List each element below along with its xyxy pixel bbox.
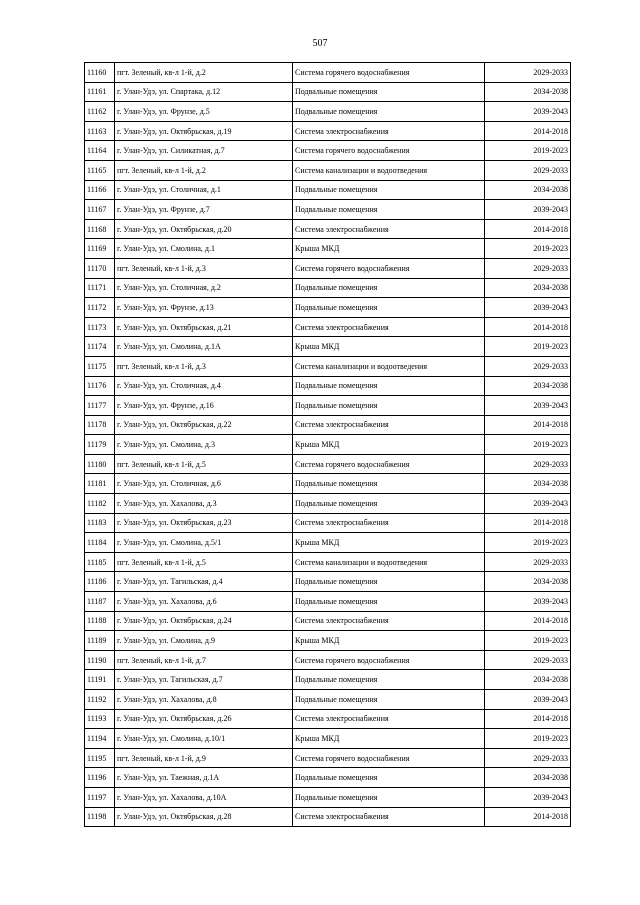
period-cell: 2014-2018 (485, 709, 571, 729)
row-number-cell: 11194 (85, 729, 115, 749)
period-cell: 2034-2038 (485, 82, 571, 102)
address-cell: пгт. Зеленый, кв-л 1-й, д.3 (115, 356, 293, 376)
system-cell: Подвальные помещения (293, 787, 485, 807)
row-number-cell: 11171 (85, 278, 115, 298)
address-cell: пгт. Зеленый, кв-л 1-й, д.3 (115, 258, 293, 278)
table-row (85, 141, 571, 161)
period-cell: 2039-2043 (485, 298, 571, 318)
system-cell: Система горячего водоснабжения (293, 748, 485, 768)
address-cell: пгт. Зеленый, кв-л 1-й, д.9 (115, 748, 293, 768)
period-cell: 2034-2038 (485, 572, 571, 592)
period-cell: 2019-2023 (485, 337, 571, 357)
system-cell: Система электроснабжения (293, 513, 485, 533)
row-number-cell: 11181 (85, 474, 115, 494)
address-cell: г. Улан-Удэ, ул. Октябрьская, д.20 (115, 219, 293, 239)
table-row (85, 396, 571, 416)
table-row (85, 337, 571, 357)
system-cell: Подвальные помещения (293, 572, 485, 592)
address-cell: г. Улан-Удэ, ул. Таежная, д.1А (115, 768, 293, 788)
row-number-cell: 11186 (85, 572, 115, 592)
address-cell: пгт. Зеленый, кв-л 1-й, д.5 (115, 552, 293, 572)
period-cell: 2019-2023 (485, 631, 571, 651)
table-row (85, 82, 571, 102)
period-cell: 2014-2018 (485, 611, 571, 631)
row-number-cell: 11174 (85, 337, 115, 357)
period-cell: 2029-2033 (485, 160, 571, 180)
address-cell: г. Улан-Удэ, ул. Смолина, д.3 (115, 435, 293, 455)
system-cell: Подвальные помещения (293, 690, 485, 710)
row-number-cell: 11196 (85, 768, 115, 788)
system-cell: Система горячего водоснабжения (293, 454, 485, 474)
period-cell: 2019-2023 (485, 729, 571, 749)
system-cell: Подвальные помещения (293, 376, 485, 396)
address-cell: г. Улан-Удэ, ул. Смолина, д.10/1 (115, 729, 293, 749)
system-cell: Подвальные помещения (293, 180, 485, 200)
row-number-cell: 11163 (85, 121, 115, 141)
period-cell: 2019-2023 (485, 533, 571, 553)
system-cell: Система электроснабжения (293, 317, 485, 337)
table-row (85, 239, 571, 259)
row-number-cell: 11191 (85, 670, 115, 690)
table-row (85, 160, 571, 180)
table-row (85, 356, 571, 376)
table-row (85, 611, 571, 631)
system-cell: Система электроснабжения (293, 807, 485, 827)
table-row (85, 102, 571, 122)
address-cell: г. Улан-Удэ, ул. Октябрьская, д.19 (115, 121, 293, 141)
period-cell: 2034-2038 (485, 474, 571, 494)
address-cell: г. Улан-Удэ, ул. Хахалова, д.8 (115, 690, 293, 710)
period-cell: 2034-2038 (485, 768, 571, 788)
system-cell: Подвальные помещения (293, 670, 485, 690)
table-row (85, 787, 571, 807)
period-cell: 2014-2018 (485, 415, 571, 435)
row-number-cell: 11187 (85, 592, 115, 612)
address-cell: г. Улан-Удэ, ул. Столичная, д.4 (115, 376, 293, 396)
period-cell: 2029-2033 (485, 552, 571, 572)
system-cell: Система электроснабжения (293, 415, 485, 435)
registry-table (84, 62, 571, 827)
table-row (85, 454, 571, 474)
row-number-cell: 11193 (85, 709, 115, 729)
table-row (85, 748, 571, 768)
table-row (85, 513, 571, 533)
system-cell: Крыша МКД (293, 533, 485, 553)
row-number-cell: 11168 (85, 219, 115, 239)
period-cell: 2029-2033 (485, 454, 571, 474)
address-cell: г. Улан-Удэ, ул. Октябрьская, д.23 (115, 513, 293, 533)
period-cell: 2014-2018 (485, 807, 571, 827)
system-cell: Крыша МКД (293, 239, 485, 259)
table-row (85, 278, 571, 298)
period-cell: 2029-2033 (485, 356, 571, 376)
row-number-cell: 11183 (85, 513, 115, 533)
system-cell: Система электроснабжения (293, 121, 485, 141)
table-row (85, 494, 571, 514)
address-cell: г. Улан-Удэ, ул. Октябрьская, д.24 (115, 611, 293, 631)
period-cell: 2034-2038 (485, 180, 571, 200)
table-row (85, 121, 571, 141)
period-cell: 2039-2043 (485, 396, 571, 416)
row-number-cell: 11192 (85, 690, 115, 710)
table-row (85, 317, 571, 337)
row-number-cell: 11162 (85, 102, 115, 122)
row-number-cell: 11175 (85, 356, 115, 376)
table-row (85, 709, 571, 729)
system-cell: Система горячего водоснабжения (293, 650, 485, 670)
address-cell: пгт. Зеленый, кв-л 1-й, д.7 (115, 650, 293, 670)
address-cell: г. Улан-Удэ, ул. Фрунзе, д.16 (115, 396, 293, 416)
address-cell: г. Улан-Удэ, ул. Хахалова, д.6 (115, 592, 293, 612)
address-cell: г. Улан-Удэ, ул. Смолина, д.5/1 (115, 533, 293, 553)
period-cell: 2014-2018 (485, 121, 571, 141)
system-cell: Подвальные помещения (293, 82, 485, 102)
system-cell: Система горячего водоснабжения (293, 63, 485, 83)
row-number-cell: 11188 (85, 611, 115, 631)
table-row (85, 592, 571, 612)
address-cell: пгт. Зеленый, кв-л 1-й, д.2 (115, 160, 293, 180)
system-cell: Подвальные помещения (293, 298, 485, 318)
address-cell: г. Улан-Удэ, ул. Фрунзе, д.5 (115, 102, 293, 122)
row-number-cell: 11198 (85, 807, 115, 827)
table-row (85, 474, 571, 494)
system-cell: Подвальные помещения (293, 200, 485, 220)
system-cell: Крыша МКД (293, 337, 485, 357)
address-cell: г. Улан-Удэ, ул. Тагильская, д.7 (115, 670, 293, 690)
period-cell: 2039-2043 (485, 592, 571, 612)
system-cell: Система электроснабжения (293, 611, 485, 631)
table-row (85, 631, 571, 651)
system-cell: Подвальные помещения (293, 768, 485, 788)
system-cell: Система горячего водоснабжения (293, 141, 485, 161)
table-row (85, 572, 571, 592)
table-row (85, 180, 571, 200)
row-number-cell: 11167 (85, 200, 115, 220)
system-cell: Крыша МКД (293, 729, 485, 749)
row-number-cell: 11172 (85, 298, 115, 318)
row-number-cell: 11169 (85, 239, 115, 259)
address-cell: г. Улан-Удэ, ул. Столичная, д.2 (115, 278, 293, 298)
table-row (85, 415, 571, 435)
row-number-cell: 11177 (85, 396, 115, 416)
period-cell: 2029-2033 (485, 63, 571, 83)
period-cell: 2014-2018 (485, 317, 571, 337)
period-cell: 2029-2033 (485, 650, 571, 670)
table-row (85, 650, 571, 670)
row-number-cell: 11164 (85, 141, 115, 161)
address-cell: г. Улан-Удэ, ул. Октябрьская, д.26 (115, 709, 293, 729)
period-cell: 2029-2033 (485, 258, 571, 278)
row-number-cell: 11195 (85, 748, 115, 768)
address-cell: г. Улан-Удэ, ул. Смолина, д.1А (115, 337, 293, 357)
address-cell: г. Улан-Удэ, ул. Хахалова, д.10А (115, 787, 293, 807)
table-row (85, 729, 571, 749)
system-cell: Подвальные помещения (293, 102, 485, 122)
address-cell: г. Улан-Удэ, ул. Смолина, д.9 (115, 631, 293, 651)
period-cell: 2019-2023 (485, 435, 571, 455)
table-row (85, 258, 571, 278)
row-number-cell: 11176 (85, 376, 115, 396)
period-cell: 2014-2018 (485, 513, 571, 533)
table-row (85, 63, 571, 83)
row-number-cell: 11180 (85, 454, 115, 474)
address-cell: пгт. Зеленый, кв-л 1-й, д.2 (115, 63, 293, 83)
row-number-cell: 11170 (85, 258, 115, 278)
system-cell: Подвальные помещения (293, 592, 485, 612)
row-number-cell: 11165 (85, 160, 115, 180)
address-cell: г. Улан-Удэ, ул. Столичная, д.6 (115, 474, 293, 494)
system-cell: Подвальные помещения (293, 396, 485, 416)
row-number-cell: 11166 (85, 180, 115, 200)
table-row (85, 376, 571, 396)
system-cell: Подвальные помещения (293, 278, 485, 298)
address-cell: пгт. Зеленый, кв-л 1-й, д.5 (115, 454, 293, 474)
table-row (85, 219, 571, 239)
period-cell: 2019-2023 (485, 141, 571, 161)
address-cell: г. Улан-Удэ, ул. Октябрьская, д.28 (115, 807, 293, 827)
system-cell: Подвальные помещения (293, 474, 485, 494)
table-row (85, 552, 571, 572)
row-number-cell: 11179 (85, 435, 115, 455)
table-row (85, 670, 571, 690)
period-cell: 2039-2043 (485, 102, 571, 122)
row-number-cell: 11184 (85, 533, 115, 553)
address-cell: г. Улан-Удэ, ул. Хахалова, д.3 (115, 494, 293, 514)
row-number-cell: 11190 (85, 650, 115, 670)
address-cell: г. Улан-Удэ, ул. Октябрьская, д.21 (115, 317, 293, 337)
address-cell: г. Улан-Удэ, ул. Фрунзе, д.7 (115, 200, 293, 220)
system-cell: Система канализации и водоотведения (293, 356, 485, 376)
row-number-cell: 11182 (85, 494, 115, 514)
row-number-cell: 11161 (85, 82, 115, 102)
table-row (85, 298, 571, 318)
row-number-cell: 11178 (85, 415, 115, 435)
period-cell: 2039-2043 (485, 787, 571, 807)
row-number-cell: 11185 (85, 552, 115, 572)
system-cell: Система электроснабжения (293, 709, 485, 729)
system-cell: Крыша МКД (293, 631, 485, 651)
row-number-cell: 11173 (85, 317, 115, 337)
period-cell: 2014-2018 (485, 219, 571, 239)
row-number-cell: 11189 (85, 631, 115, 651)
row-number-cell: 11197 (85, 787, 115, 807)
system-cell: Система канализации и водоотведения (293, 160, 485, 180)
table-row (85, 690, 571, 710)
system-cell: Подвальные помещения (293, 494, 485, 514)
table-row (85, 807, 571, 827)
page-number: 507 (312, 38, 328, 49)
period-cell: 2029-2033 (485, 748, 571, 768)
period-cell: 2039-2043 (485, 200, 571, 220)
table-row (85, 435, 571, 455)
period-cell: 2034-2038 (485, 670, 571, 690)
period-cell: 2039-2043 (485, 494, 571, 514)
registry-table-body (85, 63, 571, 827)
table-row (85, 768, 571, 788)
period-cell: 2019-2023 (485, 239, 571, 259)
address-cell: г. Улан-Удэ, ул. Фрунзе, д.13 (115, 298, 293, 318)
system-cell: Система электроснабжения (293, 219, 485, 239)
table-row (85, 533, 571, 553)
period-cell: 2034-2038 (485, 278, 571, 298)
system-cell: Система канализации и водоотведения (293, 552, 485, 572)
address-cell: г. Улан-Удэ, ул. Тагильская, д.4 (115, 572, 293, 592)
address-cell: г. Улан-Удэ, ул. Смолина, д.1 (115, 239, 293, 259)
address-cell: г. Улан-Удэ, ул. Октябрьская, д.22 (115, 415, 293, 435)
period-cell: 2034-2038 (485, 376, 571, 396)
period-cell: 2039-2043 (485, 690, 571, 710)
address-cell: г. Улан-Удэ, ул. Силикатная, д.7 (115, 141, 293, 161)
system-cell: Система горячего водоснабжения (293, 258, 485, 278)
address-cell: г. Улан-Удэ, ул. Столичная, д.1 (115, 180, 293, 200)
address-cell: г. Улан-Удэ, ул. Спартака, д.12 (115, 82, 293, 102)
row-number-cell: 11160 (85, 63, 115, 83)
system-cell: Крыша МКД (293, 435, 485, 455)
table-row (85, 200, 571, 220)
